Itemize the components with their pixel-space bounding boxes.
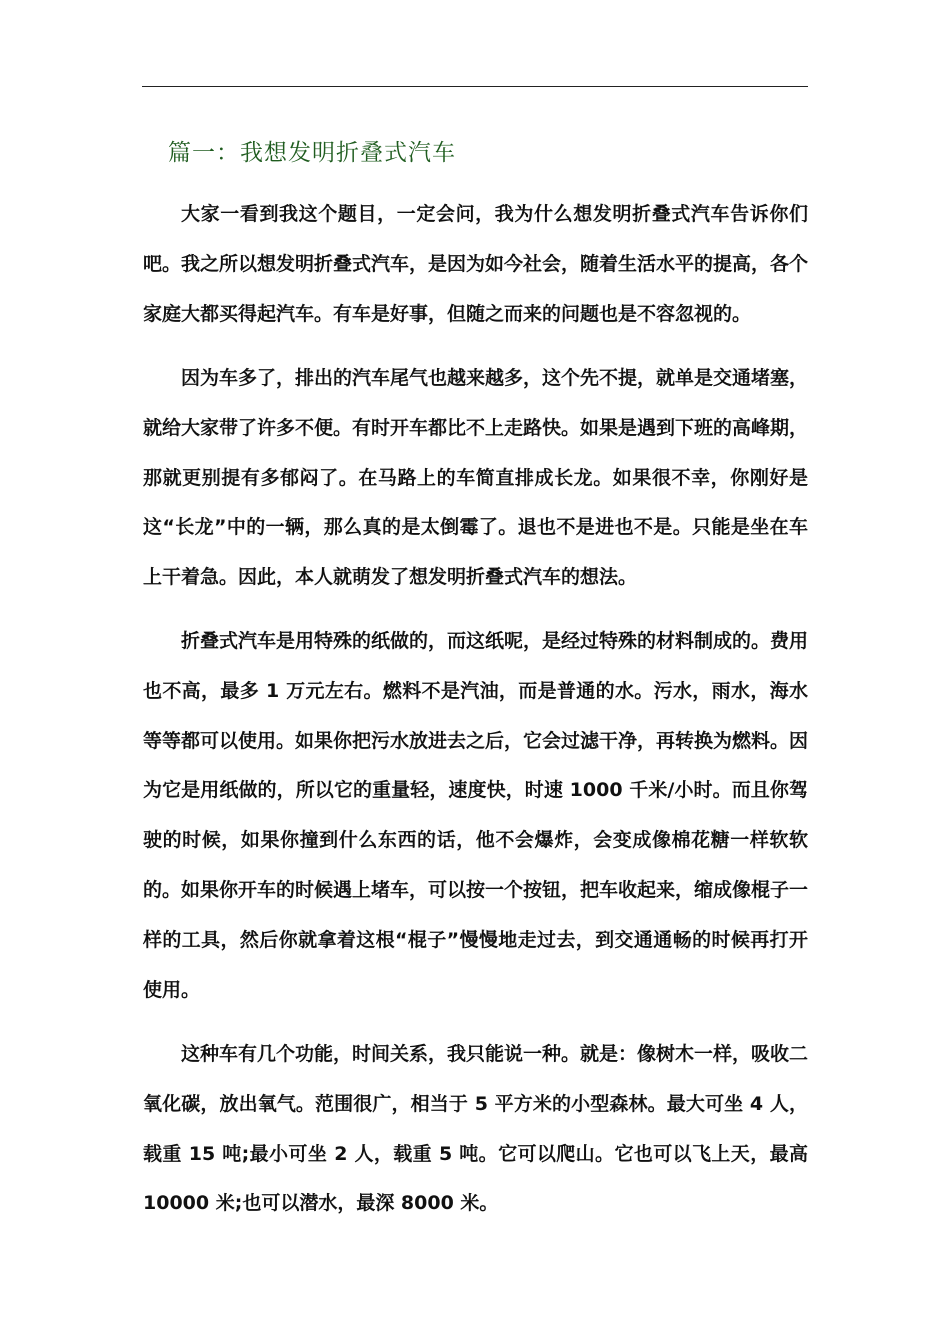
paragraph-3: 折叠式汽车是用特殊的纸做的，而这纸呢，是经过特殊的材料制成的。费用也不高，最多 1 万元左右。燃料不是汽油，而是普通的水。污水，雨水，海水等等都可以使用。如果你把污水放进去之后，它会过滤干净，再转换为燃料。因为它是用纸做的，所以它的重量轻，速度快，时速 1000 千米/小时。而且你驾驶的时候，如果你撞到什么东西的话，他不会爆炸，会变成像棉花糖一样软软的。如果你开车的时候遇上堵车，可以按一个按钮，把车收起来，缩成像棍子一样的工具，然后你就拿着这根“棍子”慢慢地走过去，到交通通畅的时候再打开使用。 bbox=[143, 630, 809, 1001]
header-rule bbox=[142, 86, 808, 87]
paragraph-4: 这种车有几个功能，时间关系，我只能说一种。就是：像树木一样，吸收二氧化碳，放出氧气。范围很广，相当于 5 平方米的小型森林。最大可坐 4 人，载重 15 吨;最小可坐 2 人，载重 5 吨。它可以爬山。它也可以飞上天，最高 10000 米;也可以潜水，最深 8000 米。 bbox=[143, 1043, 809, 1215]
paragraph-1: 大家一看到我这个题目，一定会问，我为什么想发明折叠式汽车告诉你们吧。我之所以想发明折叠式汽车，是因为如今社会，随着生活水平的提高，各个家庭大都买得起汽车。有车是好事，但随之而来的问题也是不容忽视的。 bbox=[143, 203, 809, 325]
paragraph-2: 因为车多了，排出的汽车尾气也越来越多，这个先不提，就单是交通堵塞，就给大家带了许多不便。有时开车都比不上走路快。如果是遇到下班的高峰期，那就更别提有多郁闷了。在马路上的车简直排成长龙。如果很不幸，你刚好是这“长龙”中的一辆，那么真的是太倒霉了。退也不是进也不是。只能是坐在车上干着急。因此，本人就萌发了想发明折叠式汽车的想法。 bbox=[143, 367, 809, 589]
document-title: 篇一：我想发明折叠式汽车 bbox=[168, 140, 456, 166]
